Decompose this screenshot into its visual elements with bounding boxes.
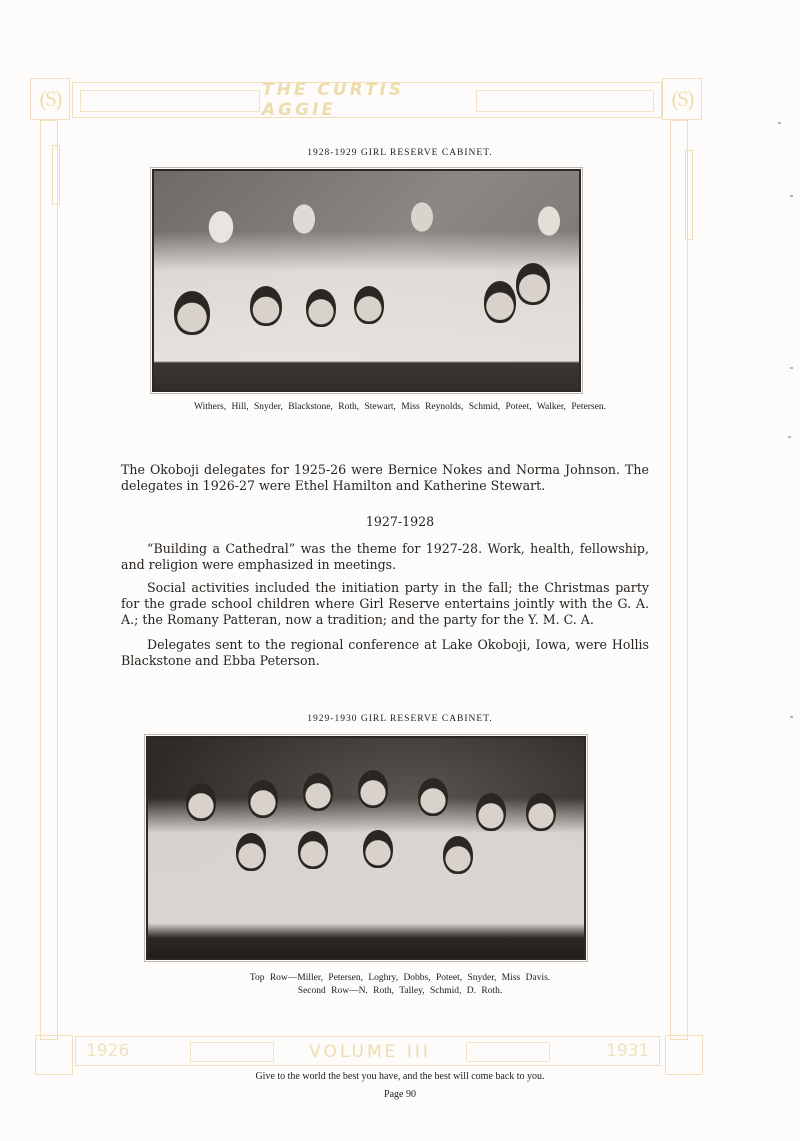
volume-label: VOLUME III [309,1042,431,1062]
emblem-right-icon: (S) [662,78,702,120]
scan-speck [778,122,781,124]
photo2-names-second-row: Second Row—N. Roth, Talley, Schmid, D. Roth. [297,986,503,996]
section-subheading: 1927-1928 [365,514,435,529]
year-end-label: 1931 [606,1041,650,1061]
scan-speck [790,195,793,197]
right-pillar-base [665,1035,703,1075]
left-pillar-base [35,1035,73,1075]
para-4-text: Delegates sent to the regional conference at Lake Okoboji, Iowa, were Hollis Blackstone and Ebba Peterson. [121,637,649,668]
photo2-names-top-row: Top Row—Miller, Petersen, Loghry, Dobbs, Poteet, Snyder, Miss Davis. [249,973,551,983]
banner-ornament [476,90,654,112]
emblem-left-icon: (S) [30,78,70,120]
left-pillar [40,120,58,1040]
photo-figure [418,778,448,816]
photo-figure [484,281,516,323]
photo-figure [443,836,473,874]
banner-ornament [466,1042,550,1062]
photo-figure [236,833,266,871]
right-pillar [670,120,688,1040]
scan-speck [790,367,793,369]
body-para-3 [121,580,649,628]
photo-figure [174,291,210,335]
photo-figure [363,830,393,868]
header-title: THE CURTIS AGGIE [262,80,405,120]
photo-figure [298,831,328,869]
photo-figure [516,263,550,305]
body-para-4 [121,637,649,669]
right-pillar-inner [685,150,693,240]
photo-1928-1929-cabinet [152,169,581,392]
banner-ornament [80,90,260,112]
photo-figure [358,770,388,808]
para-3-text: Social activities included the initiation party in the fall; the Christmas party for the grade school children where Girl Reserve entertains jointly with the G. A. A.; the Romany Patteran, now a tradition; and the party for the Y. M. C. A. [121,580,649,627]
photo-figure [476,793,506,831]
para-1-text: The Okoboji delegates for 1925-26 were Bernice Nokes and Norma Johnson. The delegates in 1926-27 were Ethel Hamilton and Katherine Stewart. [121,462,649,493]
photo-figure [186,783,216,821]
photo2-title: 1929-1930 GIRL RESERVE CABINET. [307,714,493,724]
year-start-label: 1926 [86,1041,130,1061]
banner-ornament [190,1042,274,1062]
body-para-2 [121,541,649,573]
photo1-title: 1928-1929 GIRL RESERVE CABINET. [307,148,493,158]
photo-figure [526,793,556,831]
body-para-1 [121,462,649,494]
footer-motto: Give to the world the best you have, and the best will come back to you. [255,1071,545,1082]
page-number: Page 90 [384,1089,416,1100]
photo-1929-1930-cabinet [146,736,586,960]
para-2-text: “Building a Cathedral” was the theme for 1927-28. Work, health, fellowship, and religion were emphasized in meetings. [121,541,649,572]
photo-figure [303,773,333,811]
photo1-names: Withers, Hill, Snyder, Blackstone, Roth, Stewart, Miss Reynolds, Schmid, Poteet, Walker, Petersen. [194,402,606,412]
photo-figure [354,286,384,324]
scan-speck [788,436,791,438]
scan-speck [790,716,793,718]
photo-figure [306,289,336,327]
photo-figure [248,780,278,818]
photo-figure [250,286,282,326]
